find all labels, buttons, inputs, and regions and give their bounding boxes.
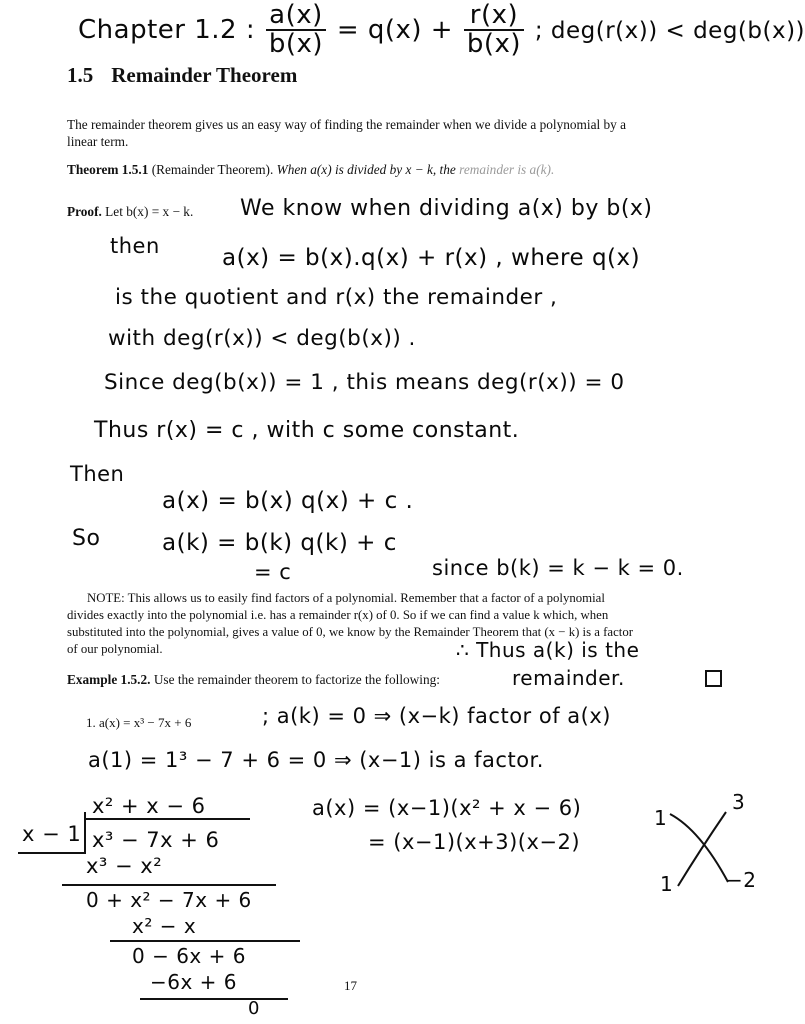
header-num-1: a(x) bbox=[266, 2, 326, 31]
proof-label: Proof. bbox=[67, 204, 102, 219]
hw-factor-1: a(x) = (x−1)(x² + x − 6) bbox=[312, 796, 582, 820]
theorem-text: When a(x) is divided by x − k, the bbox=[276, 162, 456, 177]
hw-example-2: a(1) = 1³ − 7 + 6 = 0 ⇒ (x−1) is a factor. bbox=[88, 748, 544, 772]
hw-line-8b: a(k) = b(k) q(k) + c bbox=[162, 530, 397, 556]
cross-num-2: 3 bbox=[732, 790, 746, 814]
proof-text: Let b(x) = x − k. bbox=[105, 204, 194, 219]
header-fraction-1 bbox=[266, 2, 326, 59]
cross-num-1: 1 bbox=[654, 806, 668, 830]
hw-line-9b: since b(k) = k − k = 0. bbox=[432, 556, 684, 580]
hw-line-11: remainder. bbox=[512, 666, 625, 690]
cross-num-4: −2 bbox=[726, 868, 757, 892]
ld-subtract-2: x² − x bbox=[132, 914, 197, 938]
hw-line-3: is the quotient and r(x) the remainder , bbox=[115, 285, 558, 310]
header-den-1: b(x) bbox=[268, 29, 324, 60]
hw-line-7b: a(x) = b(x) q(x) + c . bbox=[162, 488, 414, 514]
page-number: 17 bbox=[344, 978, 357, 993]
example-item-1: 1. a(x) = x³ − 7x + 6 bbox=[86, 715, 192, 730]
ld-dividend: x³ − 7x + 6 bbox=[92, 828, 220, 852]
hw-line-4: with deg(r(x)) < deg(b(x)) . bbox=[108, 326, 416, 351]
hw-factor-2: = (x−1)(x+3)(x−2) bbox=[368, 830, 581, 854]
ld-rule-1 bbox=[62, 884, 276, 886]
ld-quotient: x² + x − 6 bbox=[92, 794, 206, 818]
theorem-label: Theorem 1.5.1 bbox=[67, 162, 149, 177]
theorem-text-faded: remainder is a(k). bbox=[459, 162, 555, 177]
hw-line-6: Thus r(x) = c , with c some constant. bbox=[94, 418, 520, 443]
header-mid: = q(x) + bbox=[336, 14, 454, 45]
theorem-name: (Remainder Theorem). bbox=[151, 162, 274, 177]
example-label: Example 1.5.2. bbox=[67, 672, 151, 687]
ld-rule-3 bbox=[140, 998, 288, 1000]
ld-quotient-rule bbox=[84, 818, 250, 820]
hw-line-2b: a(x) = b(x).q(x) + r(x) , where q(x) bbox=[222, 245, 641, 271]
proof-start bbox=[67, 204, 193, 220]
ld-rule-2 bbox=[110, 940, 300, 942]
header-num-2: r(x) bbox=[464, 2, 524, 31]
ld-division-bracket bbox=[84, 812, 86, 852]
example-text: Use the remainder theorem to factorize the following: bbox=[153, 672, 440, 687]
ld-divisor: x − 1 bbox=[22, 822, 82, 846]
hw-line-2a: then bbox=[110, 234, 160, 258]
qed-box bbox=[705, 670, 722, 687]
header-fraction-2 bbox=[464, 2, 524, 59]
cross-stroke-2 bbox=[678, 812, 726, 886]
cross-num-3: 1 bbox=[660, 872, 674, 896]
header-den-2: b(x) bbox=[466, 29, 522, 60]
hw-line-5: Since deg(b(x)) = 1 , this means deg(r(x)) = 0 bbox=[104, 370, 625, 395]
ld-subtract-1: x³ − x² bbox=[86, 854, 163, 878]
hw-line-1: We know when dividing a(x) by b(x) bbox=[240, 196, 653, 221]
theorem-statement bbox=[67, 162, 667, 178]
hw-line-8a: So bbox=[72, 526, 101, 551]
hw-line-9a: = c bbox=[254, 560, 292, 584]
section-title: Remainder Theorem bbox=[111, 63, 298, 87]
section-heading bbox=[67, 63, 297, 88]
header-tail: ; deg(r(x)) < deg(b(x)) bbox=[534, 17, 805, 44]
intro-paragraph: The remainder theorem gives us an easy way of finding the remainder when we divide a polynomial by a linear term. bbox=[67, 117, 627, 149]
chapter-header bbox=[78, 2, 805, 59]
hw-line-10: ∴ Thus a(k) is the bbox=[456, 638, 640, 662]
hw-example-1: ; a(k) = 0 ⇒ (x−k) factor of a(x) bbox=[262, 704, 611, 728]
section-number: 1.5 bbox=[67, 63, 94, 87]
ld-remainder-2: 0 − 6x + 6 bbox=[132, 944, 246, 968]
ld-subtract-3: −6x + 6 bbox=[150, 970, 238, 994]
cross-stroke-1 bbox=[670, 814, 728, 882]
ld-remainder-1: 0 + x² − 7x + 6 bbox=[86, 888, 252, 912]
example-heading bbox=[67, 672, 440, 688]
note-paragraph: NOTE: This allows us to easily find factors of a polynomial. Remember that a factor of a polynomial divides exactly into the polynomial i.e. has a remainder r(x) of 0. So if we can find a value k which, when substituted into the polynomial, gives a value of 0, we know by the Remainder Theorem that (x − k) is a factor of our polynomial. bbox=[67, 591, 633, 656]
header-prefix: Chapter 1.2 : bbox=[78, 14, 256, 45]
ld-remainder-3: 0 bbox=[248, 998, 260, 1019]
ld-divisor-rule bbox=[18, 852, 86, 854]
hw-line-7a: Then bbox=[70, 462, 125, 486]
